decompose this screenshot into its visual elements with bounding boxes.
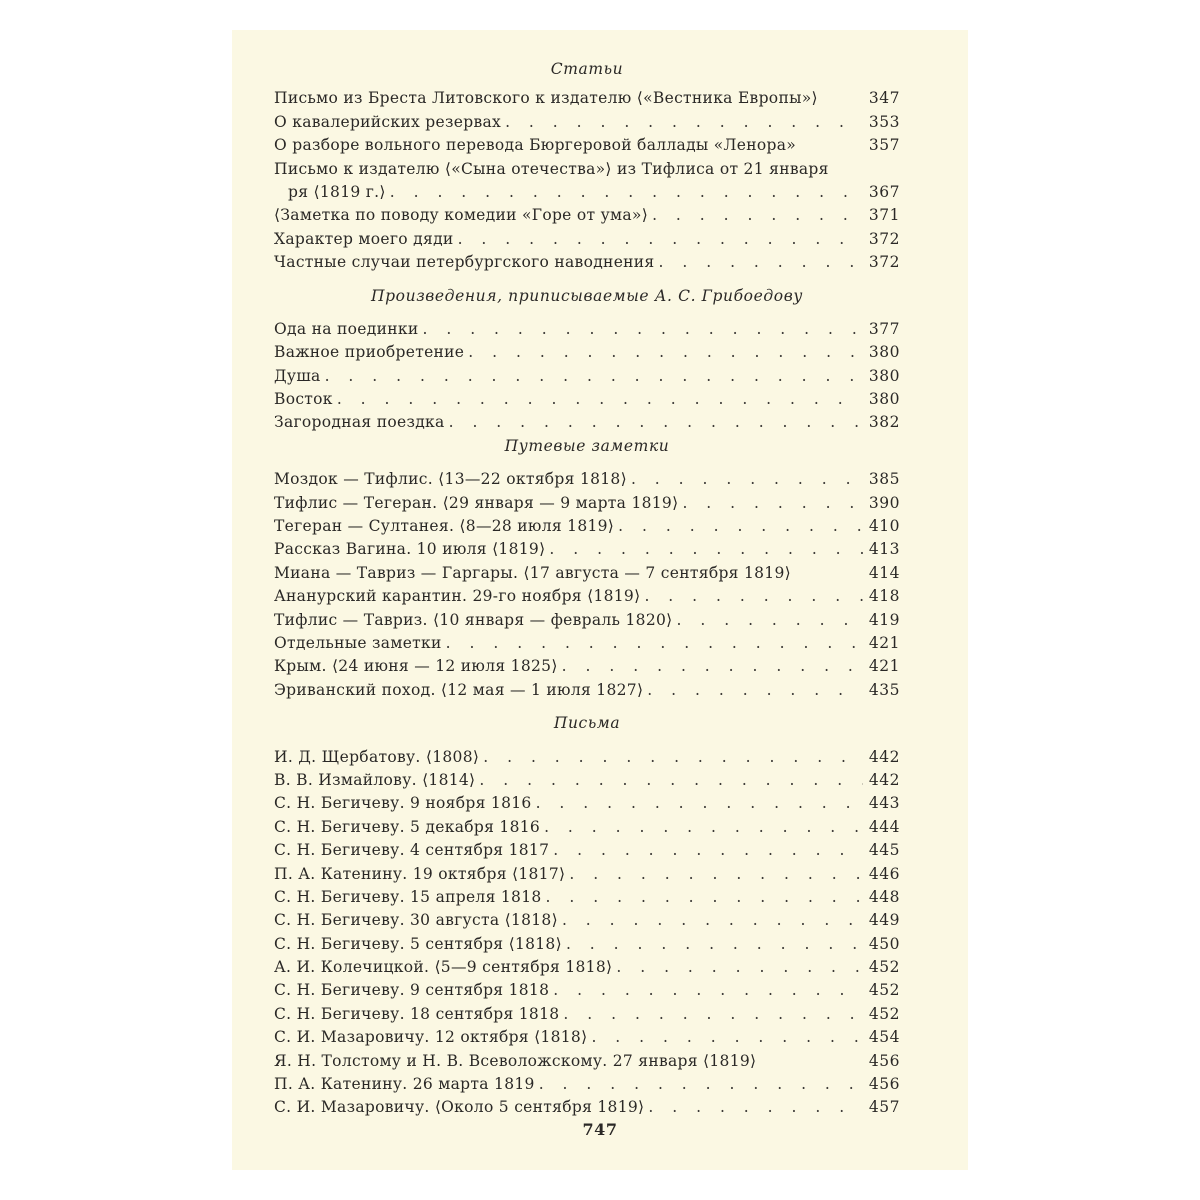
entry-title: Моздок — Тифлис. ⟨13—22 октября 1818⟩ <box>274 470 627 489</box>
section-heading-letters: Письма <box>553 714 621 733</box>
entry-page-number: 454 <box>868 1028 900 1047</box>
toc-entry <box>274 1026 900 1049</box>
dot-leader <box>616 956 863 979</box>
entry-title: Ода на поединки <box>274 319 419 338</box>
entry-page-number: 382 <box>868 413 900 432</box>
entry-title: Крым. ⟨24 июня — 12 июля 1825⟩ <box>274 657 558 676</box>
book-page <box>232 30 968 1170</box>
toc-entry <box>274 1003 900 1026</box>
entry-page-number: 414 <box>868 563 900 582</box>
dot-leader <box>562 909 863 932</box>
dot-leader <box>648 1096 863 1119</box>
section-heading-travel-notes: Путевые заметки <box>504 436 670 455</box>
toc-entry <box>274 228 900 251</box>
entry-title: С. И. Мазаровичу. 12 октября ⟨1818⟩ <box>274 1028 588 1047</box>
dot-leader <box>647 679 863 702</box>
entry-page-number: 444 <box>868 817 900 836</box>
toc-entry <box>274 909 900 932</box>
entry-title: В. В. Измайлову. ⟨1814⟩ <box>274 770 476 789</box>
entry-page-number: 377 <box>868 319 900 338</box>
entry-page-number: 446 <box>868 864 900 883</box>
entry-title: О кавалерийских резервах <box>274 112 502 131</box>
entry-page-number: 418 <box>868 587 900 606</box>
toc-entry <box>274 746 900 769</box>
toc-entry <box>274 515 900 538</box>
entry-page-number: 456 <box>868 1075 900 1094</box>
toc-entry <box>274 655 900 678</box>
entry-title: С. Н. Бегичеву. 4 сентября 1817 <box>274 841 550 860</box>
entry-page-number: 421 <box>868 634 900 652</box>
toc-entry <box>274 679 900 702</box>
entry-page-number: 421 <box>868 657 900 676</box>
dot-leader <box>468 341 863 364</box>
table-of-contents <box>274 58 900 1120</box>
dot-leader <box>544 816 863 839</box>
entry-title: С. Н. Бегичеву. 18 сентября 1818 <box>274 1004 560 1023</box>
dot-leader <box>631 468 863 491</box>
entry-title-continuation: ря ⟨1819 г.⟩ <box>288 182 386 201</box>
entry-page-number: 410 <box>868 517 900 536</box>
dot-leader <box>566 933 863 956</box>
toc-entry <box>274 979 900 1002</box>
toc-entry <box>274 956 900 979</box>
dot-leader <box>652 204 863 227</box>
toc-entry <box>274 1050 900 1073</box>
entry-title: Тифлис — Тавриз. ⟨10 января — февраль 1820⟩ <box>274 610 673 629</box>
toc-entry <box>274 839 900 862</box>
dot-leader <box>569 863 863 886</box>
entry-page-number: 380 <box>868 366 900 385</box>
toc-entry <box>274 886 900 909</box>
entry-page-number: 380 <box>868 390 900 409</box>
page-number: 747 <box>582 1120 618 1139</box>
toc-entry <box>274 111 900 134</box>
toc-entry <box>274 341 900 364</box>
entry-title: С. Н. Бегичеву. 5 декабря 1816 <box>274 817 541 836</box>
entry-title: С. И. Мазаровичу. ⟨Около 5 сентября 1819⟩ <box>274 1098 645 1117</box>
dot-leader <box>479 769 862 792</box>
toc-entry <box>274 204 900 227</box>
entry-title: Письмо к издателю ⟨«Сына отечества»⟩ из Тифлиса от 21 января <box>274 159 829 178</box>
entry-title: П. А. Катенину. 19 октября ⟨1817⟩ <box>274 864 566 883</box>
dot-leader <box>546 886 863 909</box>
toc-entry <box>274 863 900 886</box>
entry-title: Эриванский поход. ⟨12 мая — 1 июля 1827⟩ <box>274 680 644 699</box>
dot-leader <box>483 746 863 769</box>
entry-title: Загородная поездка <box>274 413 445 432</box>
toc-entry <box>274 933 900 956</box>
toc-entry <box>274 388 900 411</box>
toc-entry <box>274 492 900 515</box>
dot-leader <box>644 585 862 608</box>
entry-page-number: 457 <box>868 1098 900 1117</box>
toc-entry <box>274 1073 900 1096</box>
entry-page-number: 450 <box>868 934 900 953</box>
toc-entry <box>274 792 900 815</box>
entry-title: С. Н. Бегичеву. 30 августа ⟨1818⟩ <box>274 911 558 930</box>
entry-page-number: 449 <box>868 911 900 930</box>
dot-leader <box>539 1073 863 1096</box>
entry-title: Рассказ Вагина. 10 июля ⟨1819⟩ <box>274 540 546 559</box>
entry-page-number: 452 <box>868 1004 900 1023</box>
entry-page-number: 452 <box>868 981 900 1000</box>
toc-entry <box>274 365 900 388</box>
dot-leader <box>337 388 863 411</box>
entry-title: Тегеран — Султанея. ⟨8—28 июля 1819⟩ <box>274 517 615 536</box>
entry-title: Отдельные заметки <box>274 634 442 652</box>
dot-leader <box>562 655 863 678</box>
toc-entry <box>274 769 900 792</box>
entry-page-number: 448 <box>868 887 900 906</box>
entry-page-number: 442 <box>868 747 900 766</box>
dot-leader <box>458 228 863 251</box>
entry-title: Миана — Тавриз — Гаргары. ⟨17 августа — 7 сентября 1819⟩ <box>274 563 791 582</box>
entry-page-number: 367 <box>868 182 900 201</box>
dot-leader <box>390 181 863 204</box>
entry-title: Важное приобретение <box>274 343 465 362</box>
entry-title: И. Д. Щербатову. ⟨1808⟩ <box>274 747 480 766</box>
dot-leader <box>677 609 863 632</box>
entry-title: Тифлис — Тегеран. ⟨29 января — 9 марта 1819⟩ <box>274 493 679 512</box>
entry-page-number: 347 <box>868 89 900 108</box>
toc-entry <box>274 1096 900 1119</box>
entry-page-number: 419 <box>868 610 900 629</box>
toc-entry <box>274 134 900 157</box>
entry-page-number: 456 <box>868 1051 900 1070</box>
toc-entry <box>274 632 900 655</box>
toc-entry <box>274 816 900 839</box>
toc-entry <box>274 318 900 341</box>
entry-title: Характер моего дяди <box>274 229 454 248</box>
dot-leader <box>536 792 863 815</box>
entry-page-number: 413 <box>868 540 900 559</box>
entry-title: ⟨Заметка по поводу комедии «Горе от ума»⟩ <box>274 206 649 225</box>
entry-page-number: 443 <box>868 794 900 813</box>
entry-title: Я. Н. Толстому и Н. В. Всеволожскому. 27 января ⟨1819⟩ <box>274 1051 757 1070</box>
toc-entry <box>274 158 900 205</box>
entry-title: Восток <box>274 390 333 409</box>
dot-leader <box>659 251 863 274</box>
entry-title: А. И. Колечицкой. ⟨5—9 сентября 1818⟩ <box>274 958 613 977</box>
entry-page-number: 390 <box>868 493 900 512</box>
dot-leader <box>682 492 862 515</box>
entry-title: С. Н. Бегичеву. 9 сентября 1818 <box>274 981 550 1000</box>
entry-title: Письмо из Бреста Литовского к издателю ⟨«Вестника Европы»⟩ <box>274 89 818 108</box>
dot-leader <box>553 979 863 1002</box>
entry-title: О разборе вольного перевода Бюргеровой баллады «Ленора» <box>274 136 797 155</box>
entry-title: С. Н. Бегичеву. 15 апреля 1818 <box>274 887 542 906</box>
toc-entry <box>274 609 900 632</box>
entry-page-number: 372 <box>868 229 900 248</box>
dot-leader <box>325 365 863 388</box>
toc-entry <box>274 468 900 491</box>
entry-page-number: 357 <box>868 136 900 155</box>
section-heading-attributed-works: Произведения, приписываемые А. С. Грибоедову <box>371 286 803 305</box>
dot-leader <box>591 1026 862 1049</box>
dot-leader <box>553 839 863 862</box>
toc-entry <box>274 251 900 274</box>
dot-leader <box>549 538 862 561</box>
dot-leader <box>505 111 863 134</box>
dot-leader <box>422 318 862 341</box>
entry-page-number: 435 <box>868 680 900 699</box>
toc-entry <box>274 585 900 608</box>
entry-page-number: 380 <box>868 343 900 362</box>
entry-page-number: 445 <box>868 841 900 860</box>
entry-page-number: 372 <box>868 253 900 272</box>
toc-entry <box>274 411 900 434</box>
entry-title: П. А. Катенину. 26 марта 1819 <box>274 1075 535 1094</box>
entry-page-number: 452 <box>868 958 900 977</box>
toc-entry <box>274 538 900 561</box>
dot-leader <box>618 515 863 538</box>
entry-page-number: 371 <box>868 206 900 225</box>
entry-page-number: 442 <box>868 770 900 789</box>
toc-entry <box>274 562 900 585</box>
toc-entry <box>274 87 900 110</box>
entry-title: Ананурский карантин. 29-го ноября ⟨1819⟩ <box>274 587 641 606</box>
section-heading-articles: Статьи <box>550 60 624 78</box>
entry-title: С. Н. Бегичеву. 5 сентября ⟨1818⟩ <box>274 934 562 953</box>
entry-page-number: 385 <box>868 470 900 489</box>
dot-leader <box>449 411 863 434</box>
entry-title: С. Н. Бегичеву. 9 ноября 1816 <box>274 794 532 813</box>
entry-page-number: 353 <box>868 112 900 131</box>
entry-title: Частные случаи петербургского наводнения <box>274 253 655 272</box>
entry-title: Душа <box>274 366 321 385</box>
dot-leader <box>446 632 863 655</box>
dot-leader <box>563 1003 862 1026</box>
